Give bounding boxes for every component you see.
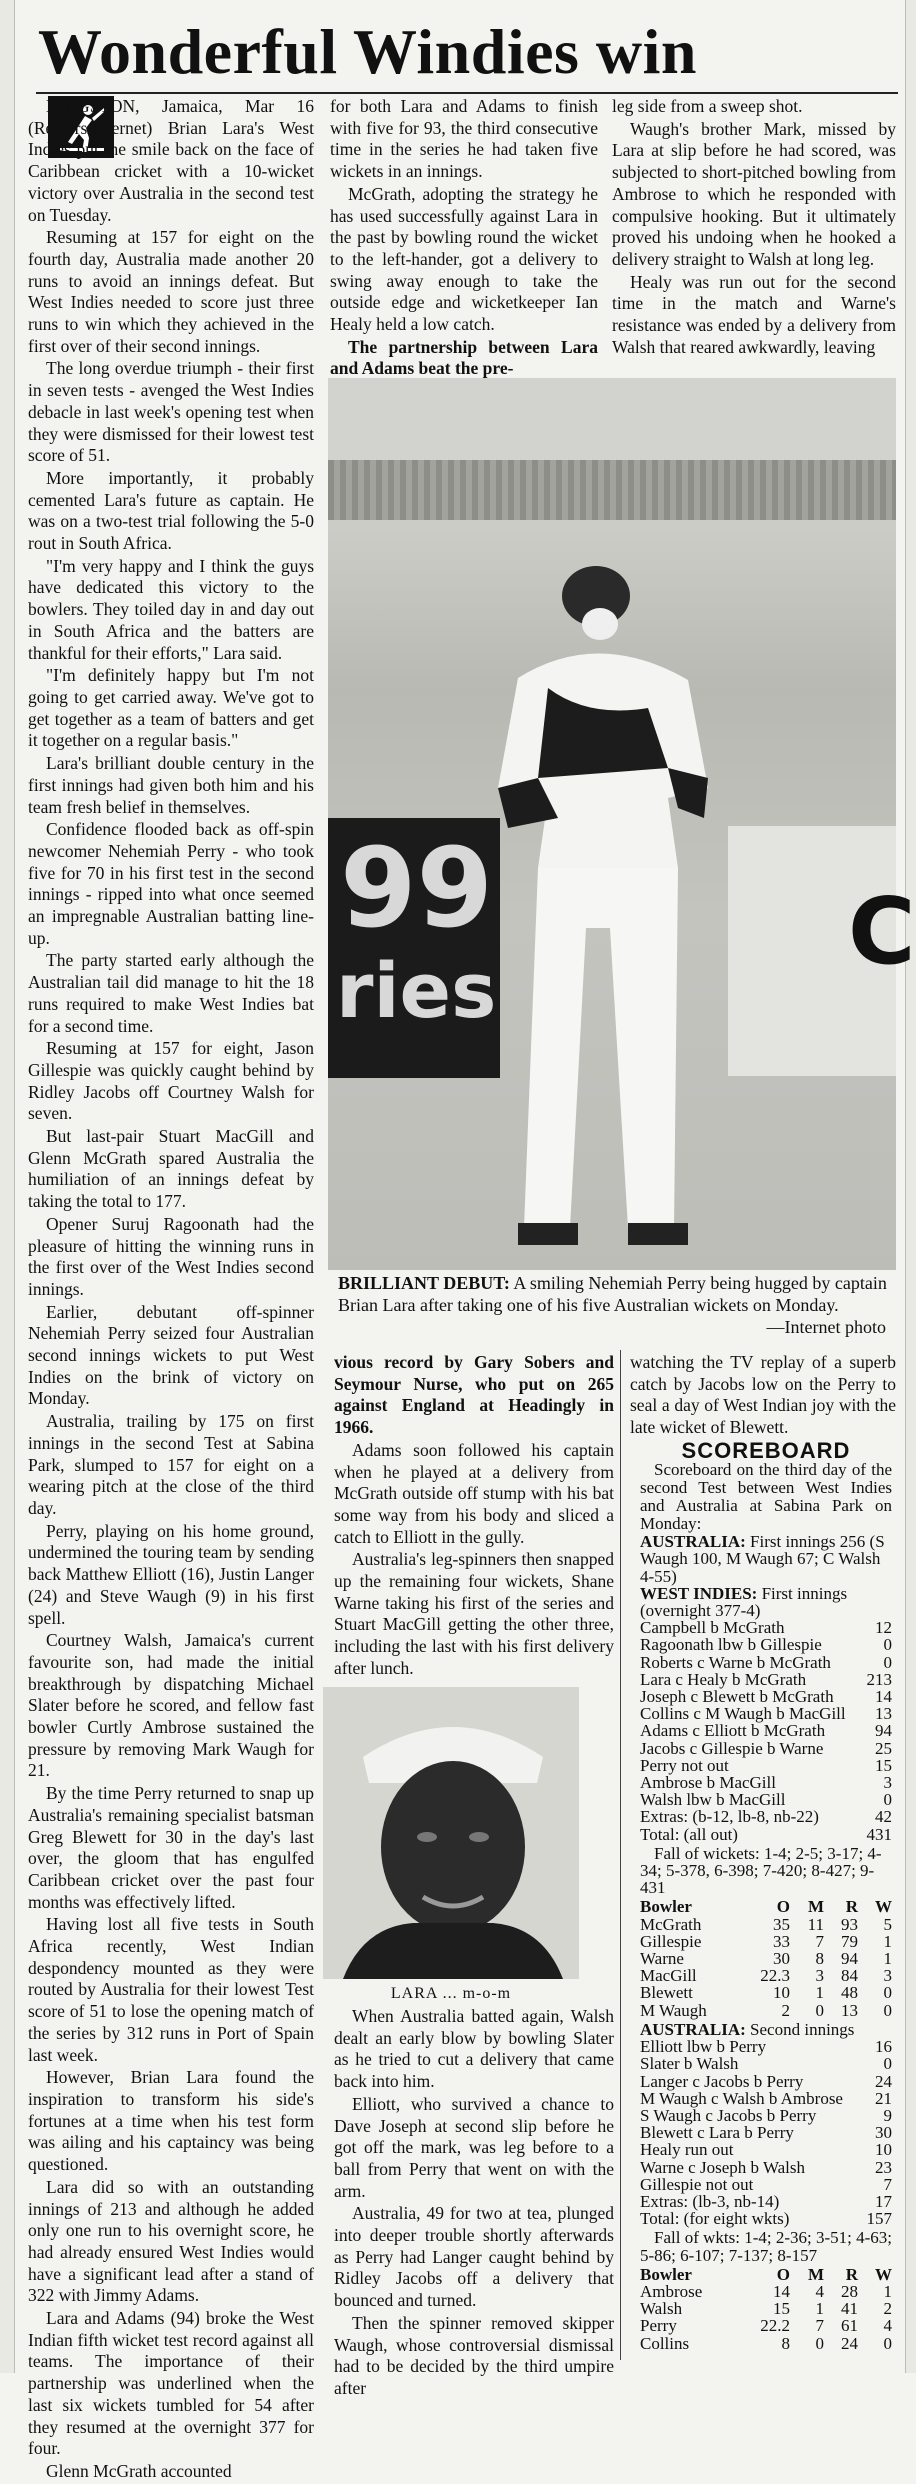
paragraph: Confidence flooded back as off-spin newcomer Nehemiah Perry - who took five for 70 in his first test in the second innings - ripped into what once seemed an impregnable Australian batting line-up. (28, 819, 314, 948)
paragraph: McGrath, adopting the strategy he has used successfully against Lara in the past by bowling round the wicket to the left-hander, got a delivery to swing away enough to take the outside edge and wicketkeeper Ian Healy held a low catch. (330, 183, 598, 335)
bowling-row: M Waugh 2 0 13 0 (640, 2000, 892, 2020)
runs: 21 (875, 2088, 892, 2108)
runs: 14 (875, 1687, 892, 1707)
aus-batting-list (640, 2038, 892, 2227)
bowling-row: McGrath 35 11 93 5 (640, 1914, 892, 1934)
paragraph: Courtney Walsh, Jamaica's current favourite son, had made the initial breakthrough by dispatching Michael Slater before he scored, and fellow fast bowler Curtly Ambrose sustained the pressure by removing Mark Waugh for 21. (28, 1630, 314, 1781)
photo-advert-board-right: C (728, 826, 896, 1076)
paragraph: Having lost all five tests in South Africa recently, West Indian despondency mounted as they were routed by Australia for their lowest Test score of 51 to lose the opening match of the series by 312 runs in Port of Spain last week. (28, 1914, 314, 2065)
paragraph: Australia, trailing by 175 on first innings in the second Test at Sabina Park, slumped to 157 for eight on a wearing pitch at the close of the third day. (28, 1411, 314, 1518)
batting-row (640, 2073, 892, 2090)
bowling-row: Walsh 15 1 41 2 (640, 2299, 892, 2319)
batsman: Ambrose b MacGill (640, 1773, 776, 1793)
paragraph: Healy was run out for the second time in the match and Warne's resistance was ended by a delivery from Walsh that reared awkwardly, leaving (612, 271, 896, 357)
photo-caption (338, 1272, 898, 1338)
batting-row (640, 2141, 892, 2158)
paragraph: The long overdue triumph - their first in seven tests - avenged the West Indies debacle in last week's opening test when they were dismissed for their lowest test score of 51. (28, 358, 314, 466)
adjacent-page-edge-left (0, 0, 15, 2373)
batting-row (640, 2176, 892, 2193)
batsman: Walsh lbw b MacGill (640, 1790, 786, 1810)
paragraph: Lara and Adams (94) broke the West Indian fifth wicket test record against all teams. The importance of their partnership was underlined when the last six wickets tumbled for 54 after they resumed at the overnight 377 for four. (28, 2308, 314, 2459)
batting-row (640, 2055, 892, 2072)
paragraph: "I'm very happy and I think the guys have dedicated this victory to the bowlers. They toiled day in and day out in South Africa and the batters are thankful for their efforts," Lara said. (28, 555, 314, 663)
headline: Wonderful Windies win (38, 16, 697, 87)
paragraph: Perry, playing on his home ground, undermined the touring team by sending back Matthew Elliott (16), Justin Langer (24) and Steve Waugh (9) in his first spell. (28, 1520, 314, 1628)
aus-bowling-table (640, 1898, 892, 2018)
bowling-row: Blewett 10 1 48 0 (640, 1983, 892, 2003)
bowling-header: Bowler O M R W (640, 2264, 892, 2284)
paragraph: The partnership between Lara and Adams beat the pre- (330, 336, 598, 379)
article-column-2-continued (334, 1352, 614, 1681)
paragraph: Adams soon followed his captain when he played at a delivery from McGrath outside off stump with his bat some way from his body and sliced a catch to Elliott in the gully. (334, 1439, 614, 1547)
runs: 24 (875, 2071, 892, 2091)
batting-row (640, 2159, 892, 2176)
batsman: Langer c Jacobs b Perry (640, 2071, 804, 2091)
batting-row (640, 1740, 892, 1757)
batting-row (640, 1722, 892, 1739)
paragraph: However, Brian Lara found the inspiration to transform his side's fortunes at a time when his test form was ailing and his captaincy was being questioned. (28, 2067, 314, 2175)
batsman: Perry not out (640, 1755, 729, 1775)
paragraph: When Australia batted again, Walsh dealt an early blow by bowling Slater as he tried to cut a delivery that came back into him. (334, 2006, 614, 2092)
photo-advert-board-left: 99 ries (328, 818, 500, 1078)
runs: 23 (875, 2157, 892, 2177)
runs: 7 (883, 2174, 892, 2194)
batsman: Healy run out (640, 2140, 734, 2160)
batsman: Ragoonath lbw b Gillespie (640, 1635, 822, 1655)
bowling-row: Ambrose 14 4 28 1 (640, 2281, 892, 2301)
batsman: Roberts c Warne b McGrath (640, 1652, 831, 1672)
batsman: Campbell b McGrath (640, 1618, 785, 1638)
aus-fall-of-wickets: Fall of wkts: 1-4; 2-36; 3-51; 4-63; 5-86; 6-107; 7-137; 8-157 (640, 2228, 892, 2265)
paragraph: Then the spinner removed skipper Waugh, whose controversial dismissal had to be decided by the third umpire after (334, 2312, 614, 2398)
paragraph: "I'm definitely happy but I'm not going to get carried away. We've got to get together as a team of batters and get it together on a regular basis." (28, 665, 314, 751)
batsman: Extras: (b-12, lb-8, nb-22) (640, 1807, 819, 1827)
wi-first-innings-head: WEST INDIES: First innings (overnight 377-4) (640, 1583, 848, 1621)
article-column-3-continued (630, 1352, 896, 1440)
runs: 431 (866, 1824, 892, 1844)
adjacent-page-edge-right (905, 0, 916, 2373)
batting-row (640, 1791, 892, 1808)
batsman: Joseph c Blewett b McGrath (640, 1687, 834, 1707)
batting-row (640, 1671, 892, 1688)
runs: 16 (875, 2037, 892, 2057)
headline-rule (36, 92, 898, 94)
paragraph: for both Lara and Adams to finish with five for 93, the third consecutive time in the series he had taken five wickets in an innings. (330, 96, 598, 182)
batsman: Total: (for eight wkts) (640, 2209, 790, 2229)
batsman: Jacobs c Gillespie b Warne (640, 1738, 824, 1758)
scoreboard-intro: Scoreboard on the third day of the second Test between West Indies and Australia at Sabina Park on Monday: (640, 1460, 892, 1534)
paragraph: More importantly, it probably cemented Lara's future as captain. He was on a two-test trial following the 5-0 rout in South Africa. (28, 467, 314, 554)
runs: 10 (875, 2140, 892, 2160)
paragraph: vious record by Gary Sobers and Seymour Nurse, who put on 265 against England at Headingly in 1966. (334, 1352, 614, 1438)
bowling-row: Warne 30 8 94 1 (640, 1949, 892, 1969)
paragraph: Glenn McGrath accounted (46, 2460, 232, 2481)
batting-row (640, 2193, 892, 2210)
wi-fall-of-wickets: Fall of wickets: 1-4; 2-5; 3-17; 4-34; 5-378, 6-398; 7-420; 8-427; 9-431 (640, 1843, 882, 1898)
paragraph: watching the TV replay of a superb catch by Jacobs low on the Perry to seal a day of West Indian joy with the late wicket of Blewett. (630, 1352, 896, 1438)
bowling-row: Perry 22.2 7 61 4 (640, 2316, 892, 2336)
paragraph: Australia, 49 for two at tea, plunged into deeper trouble shortly afterwards as Perry had Langer caught behind by Ridley Jacobs off a delivery that bounced and turned. (334, 2203, 614, 2311)
paragraph: KINGSTON, Jamaica, Mar 16 (Reuters/Internet) Brian Lara's West Indies put the smile back on the face of Caribbean cricket with a 10-wicket victory over Australia in the second test on Tuesday. (28, 96, 314, 225)
caption-lead: BRILLIANT DEBUT: (338, 1273, 510, 1293)
runs: 0 (883, 1790, 892, 1810)
runs: 213 (866, 1669, 892, 1689)
batting-row (640, 1774, 892, 1791)
wi-bowling-table (640, 2266, 892, 2352)
bowling-row: Gillespie 33 7 79 1 (640, 1931, 892, 1951)
batting-row (640, 1826, 892, 1843)
aus-first-innings: AUSTRALIA: First innings 256 (S Waugh 100, M Waugh 67; C Walsh 4-55) (640, 1532, 885, 1586)
wi-batting-list (640, 1619, 892, 1843)
batting-row (640, 2124, 892, 2141)
bowling-row: Collins 8 0 24 0 (640, 2333, 892, 2353)
paragraph: Waugh's brother Mark, missed by Lara at slip before he had scored, was subjected to short-pitched bowling from Ambrose to which he responded with compulsive hooking. But it ultimately proved his undoing when he hooked a delivery straight to Walsh at long leg. (612, 118, 896, 269)
runs: 42 (875, 1807, 892, 1827)
batsman: Extras: (lb-3, nb-14) (640, 2191, 780, 2211)
runs: 0 (883, 2054, 892, 2074)
batsman: Blewett c Lara b Perry (640, 2123, 794, 2143)
batsman: Lara c Healy b McGrath (640, 1669, 807, 1689)
batting-row (640, 1705, 892, 1722)
batting-row (640, 2107, 892, 2124)
runs: 94 (875, 1721, 892, 1741)
batsman: Elliott lbw b Perry (640, 2037, 767, 2057)
caption-credit: —Internet photo (766, 1317, 886, 1337)
bowling-row: MacGill 22.3 3 84 3 (640, 1966, 892, 1986)
batting-row (640, 1654, 892, 1671)
batting-row (640, 1757, 892, 1774)
paragraph: leg side from a sweep shot. (612, 96, 803, 116)
paragraph: But last-pair Stuart MacGill and Glenn McGrath spared Australia the humiliation of an innings defeat by taking the total to 177. (28, 1126, 314, 1212)
runs: 3 (883, 1773, 892, 1793)
paragraph: Lara did so with an outstanding innings of 213 and although he added only one run to his overnight score, he had already ensured West Indies would have a significant lead after a stand of 322 with Jimmy Adams. (28, 2176, 314, 2306)
scoreboard-title: SCOREBOARD (681, 1438, 851, 1463)
photo-perry-lara-hug (328, 378, 916, 1270)
paragraph: Earlier, debutant off-spinner Nehemiah Perry seized four Australian second innings wickets to put West Indies on the brink of victory on Monday. (28, 1301, 314, 1409)
runs: 25 (875, 1738, 892, 1758)
paragraph: Opener Suruj Ragoonath had the pleasure of hitting the winning runs in the first over of the West Indies second innings. (28, 1213, 314, 1299)
article-column-2 (330, 96, 598, 381)
column-rule (620, 1350, 621, 2360)
batsman: Slater b Walsh (640, 2054, 739, 2074)
batsman: S Waugh c Jacobs b Perry (640, 2105, 817, 2125)
article-column-2-lower (334, 2006, 614, 2401)
batsman: Gillespie not out (640, 2174, 754, 2194)
batting-row (640, 1619, 892, 1636)
paragraph: The party started early although the Australian tail did manage to hit the 18 runs required to make West Indies bat for a second time. (28, 950, 314, 1036)
photo-players-figure (478, 568, 728, 1258)
runs: 12 (875, 1618, 892, 1638)
batting-row (640, 2038, 892, 2055)
paragraph: Australia's leg-spinners then snapped up the remaining four wickets, Shane Warne taking his first of the series and Stuart MacGill getting the other three, including the last with his first delivery after lunch. (334, 1549, 614, 1678)
aus-second-innings-head: AUSTRALIA: Second innings (640, 2019, 855, 2039)
paragraph: Lara's brilliant double century in the first innings had given both him and his team fresh belief in themselves. (28, 753, 314, 817)
photo-lara-portrait (323, 1687, 579, 1979)
batting-row (640, 2090, 892, 2107)
caption-text: A smiling Nehemiah Perry being hugged by captain Brian Lara after taking one of his five Australian wickets on Monday. (338, 1273, 887, 1315)
batsman: M Waugh c Walsh b Ambrose (640, 2088, 843, 2108)
runs: 0 (883, 1652, 892, 1672)
runs: 15 (875, 1755, 892, 1775)
article-column-1 (28, 96, 314, 2484)
paragraph: Resuming at 157 for eight, Jason Gillespie was quickly caught behind by Ridley Jacobs off Courtney Walsh for seven. (28, 1038, 314, 1124)
runs: 9 (883, 2105, 892, 2125)
batting-row (640, 1808, 892, 1825)
bowling-header: Bowler O M R W (640, 1897, 892, 1917)
runs: 17 (875, 2191, 892, 2211)
batsman: Collins c M Waugh b MacGill (640, 1704, 846, 1724)
batting-row (640, 1688, 892, 1705)
batsman: Total: (all out) (640, 1824, 738, 1844)
batsman: Warne c Joseph b Walsh (640, 2157, 806, 2177)
runs: 0 (883, 1635, 892, 1655)
scoreboard (640, 1438, 892, 2353)
runs: 13 (875, 1704, 892, 1724)
batting-row (640, 1636, 892, 1653)
runs: 30 (875, 2123, 892, 2143)
paragraph: Elliott, who survived a chance to Dave Joseph at second slip before he got off the mark, was leg before to a ball from Perry that went on with the arm. (334, 2093, 614, 2201)
batting-row (640, 2210, 892, 2227)
batsman: Adams c Elliott b McGrath (640, 1721, 826, 1741)
paragraph: By the time Perry returned to snap up Australia's remaining specialist batsman Greg Blewett for 30 in the day's last over, the gloom that has engulfed Caribbean cricket over the past four months was effectively lifted. (28, 1783, 314, 1912)
runs: 157 (866, 2209, 892, 2229)
article-column-3 (612, 96, 896, 359)
paragraph: Resuming at 157 for eight on the fourth day, Australia made another 20 runs to avoid an innings defeat. But West Indies needed to score just three runs to win which they achieved in the first over of their second innings. (28, 227, 314, 356)
small-photo-caption: LARA ... m-o-m (390, 1985, 512, 2002)
